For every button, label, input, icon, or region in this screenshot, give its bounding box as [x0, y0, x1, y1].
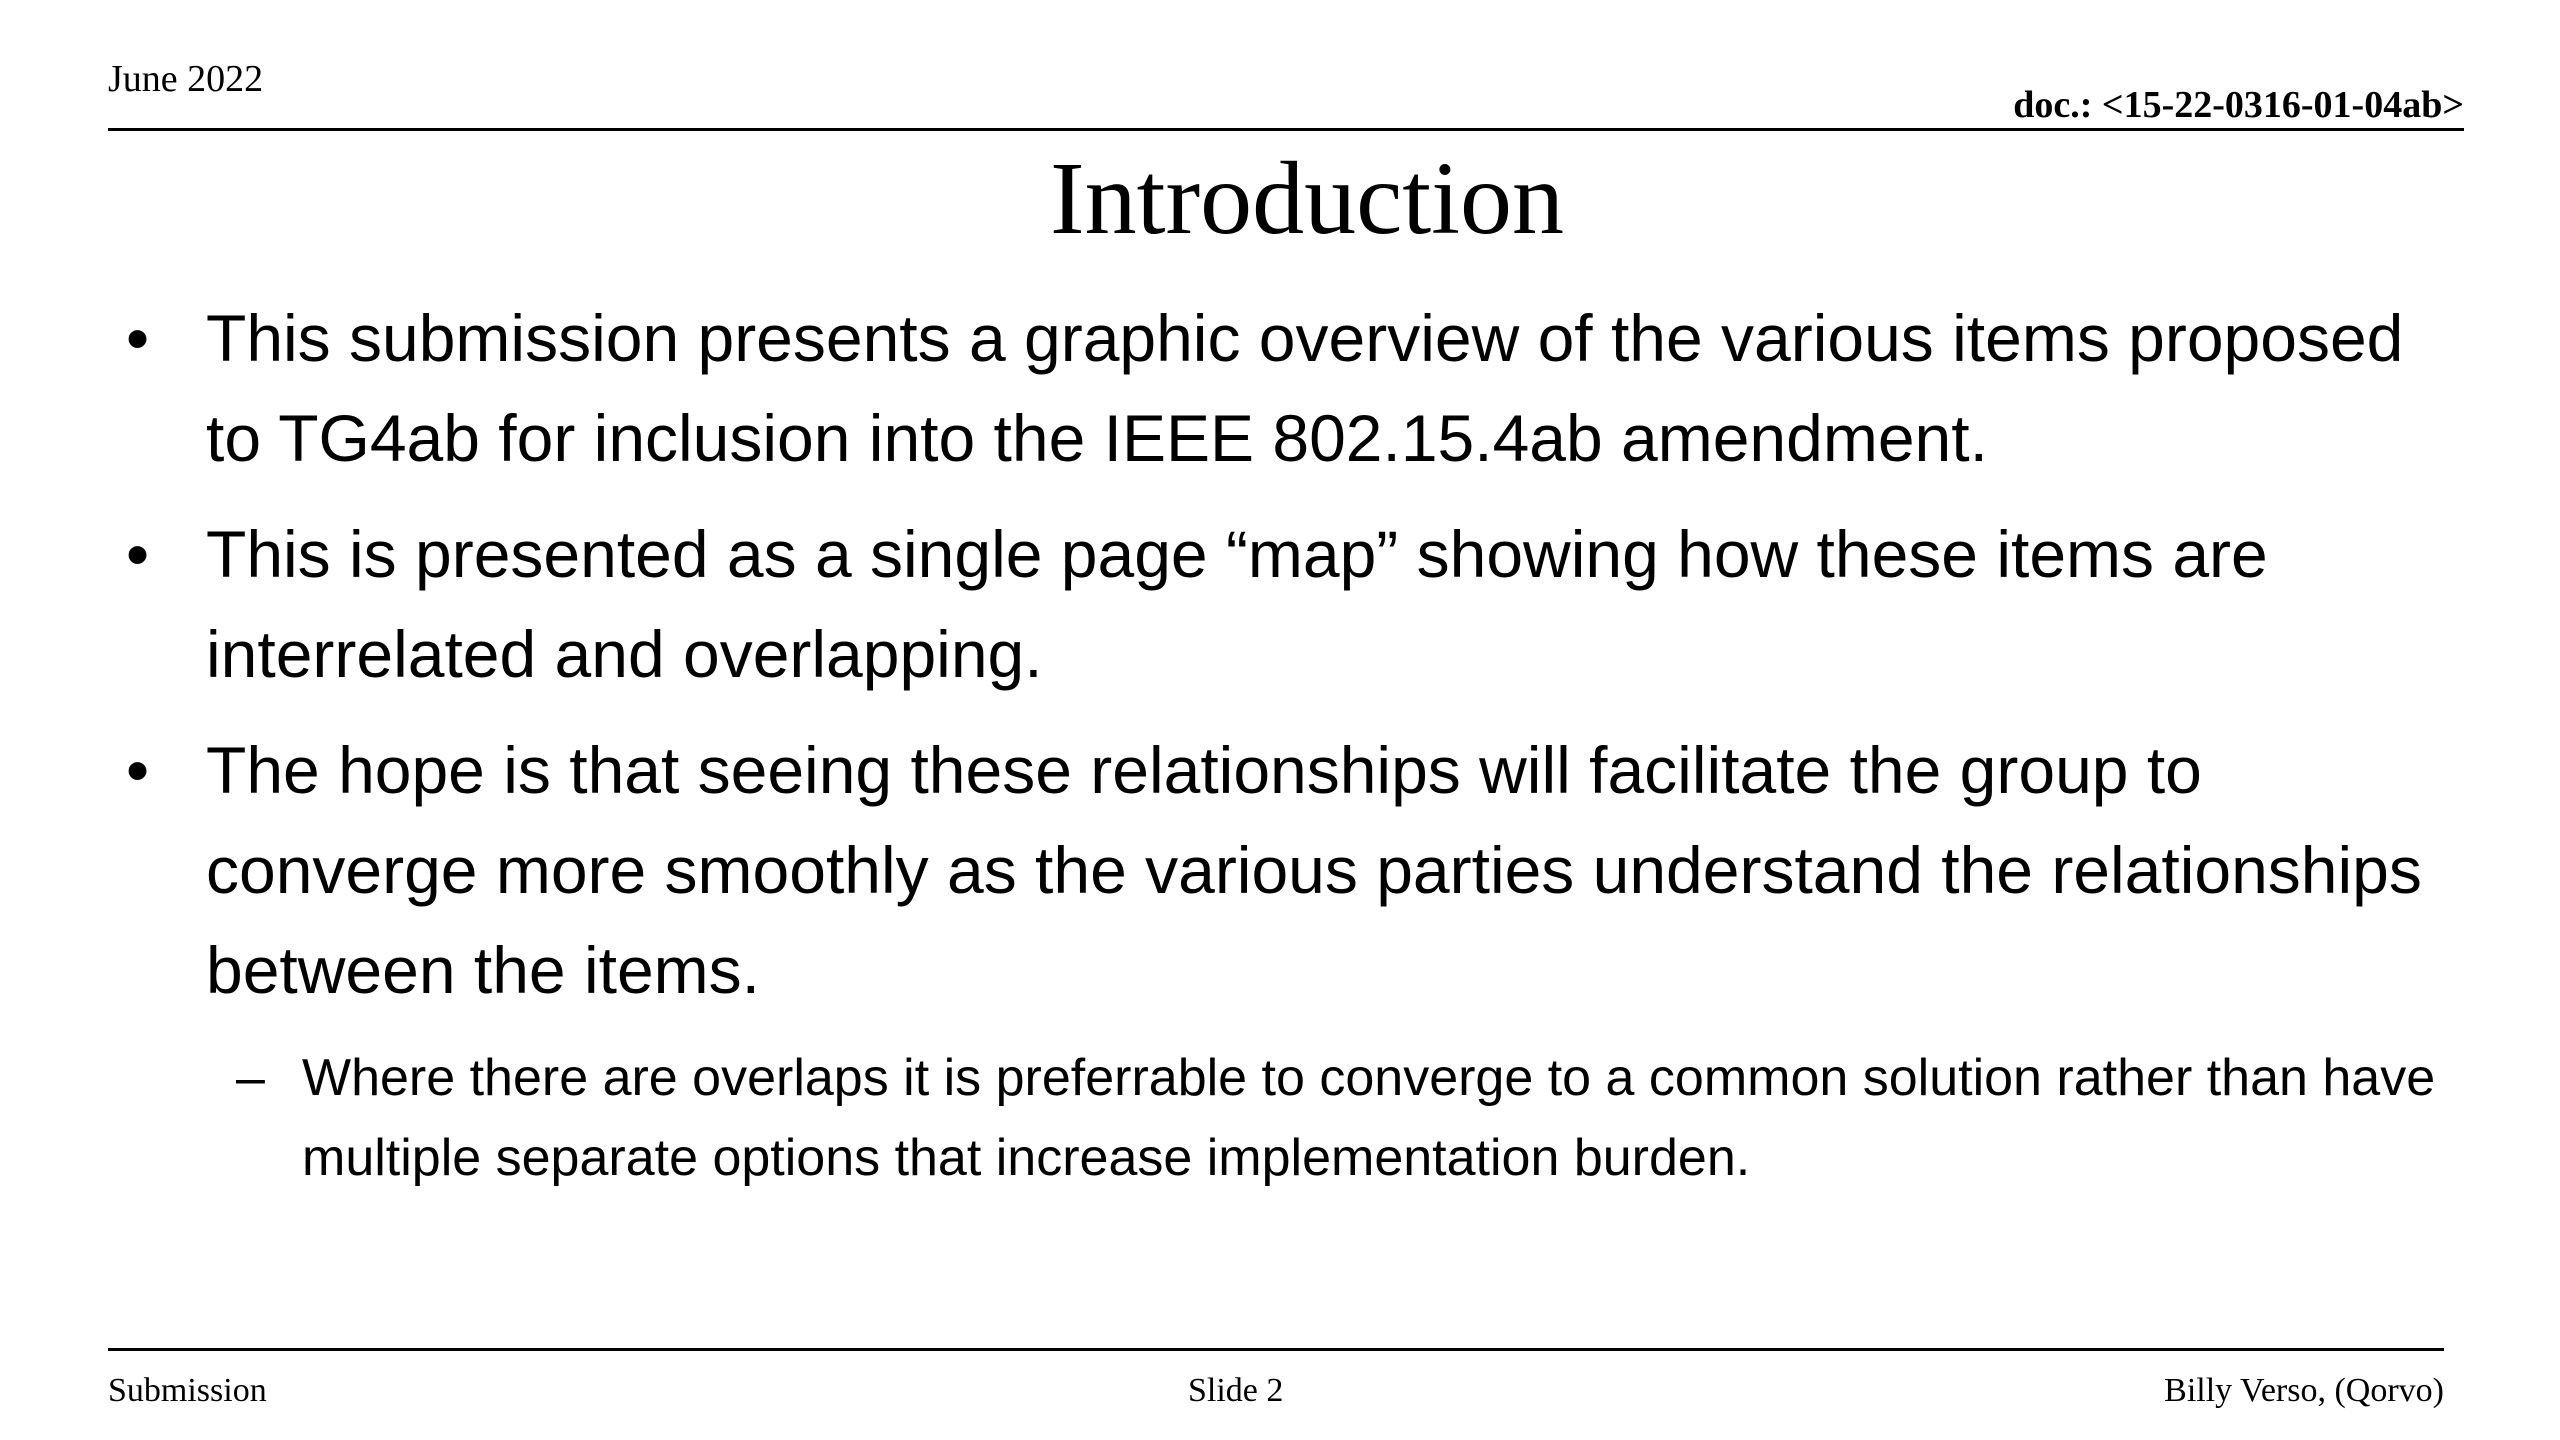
- bullet-item: [126, 720, 2466, 1020]
- bullet-item: [126, 504, 2466, 704]
- footer-divider: [108, 1348, 2444, 1351]
- slide-content: [126, 288, 2466, 1198]
- footer-submission: Submission: [108, 1372, 267, 1409]
- sub-bullet-item: [236, 1038, 2466, 1198]
- footer-slide-number: Slide 2: [1188, 1372, 1284, 1409]
- bullet-marker: •: [126, 517, 150, 591]
- header-doc-id: doc.: <15-22-0316-01-04ab>: [2013, 84, 2464, 126]
- bullet-marker: •: [126, 301, 150, 375]
- header-divider: [108, 128, 2464, 131]
- bullet-marker: •: [126, 733, 150, 807]
- footer-author: Billy Verso, (Qorvo): [2164, 1372, 2444, 1409]
- bullet-text: This is presented as a single page “map” showing how these items are interrelated and overlapping.: [206, 517, 2268, 691]
- sub-bullet-text: Where there are overlaps it is preferrable to converge to a common solution rather than have multiple separate options that increase implementation burden.: [302, 1049, 2436, 1187]
- bullet-text: This submission presents a graphic overview of the various items proposed to TG4ab for inclusion into the IEEE 802.15.4ab amendment.: [206, 301, 2404, 475]
- header-date: June 2022: [108, 58, 264, 100]
- sub-bullet-marker: –: [236, 1049, 265, 1107]
- bullet-item: [126, 288, 2466, 488]
- bullet-text: The hope is that seeing these relationships will facilitate the group to converge more smoothly as the various parties understand the relationships between the items.: [206, 733, 2422, 1007]
- slide-title: Introduction: [1049, 141, 1565, 256]
